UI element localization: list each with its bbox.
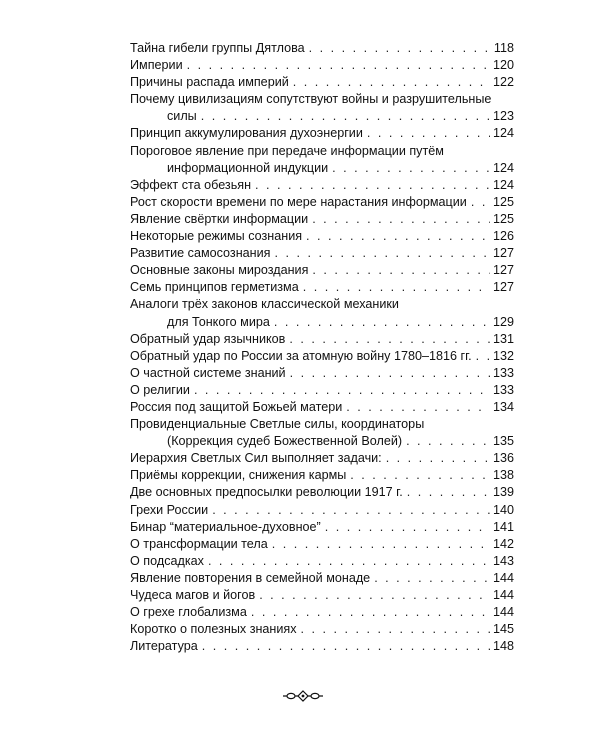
toc-entry-title: Пороговое явление при передаче информации путём <box>130 143 444 158</box>
toc-entry-title-continued: информационной индукции <box>167 160 329 175</box>
toc-entry <box>130 382 514 399</box>
toc-entry <box>130 467 514 484</box>
toc-page-number: 138 <box>492 468 514 483</box>
toc-entry-title: Явление свёртки информации <box>130 211 309 226</box>
toc-entry <box>130 177 514 194</box>
toc-entry-title: Основные законы мироздания <box>130 263 309 278</box>
toc-entry-title: Империи <box>130 58 183 73</box>
dot-leader <box>312 211 490 228</box>
dot-leader <box>374 570 490 587</box>
toc-page-number: 141 <box>492 519 514 534</box>
toc-entry-title: Развитие самосознания <box>130 246 271 261</box>
dot-leader <box>272 536 490 553</box>
toc-page-number: 125 <box>492 211 514 226</box>
toc-entry <box>130 621 514 638</box>
toc-entry-title: Аналоги трёх законов классической механики <box>130 297 399 312</box>
toc-page-number: 126 <box>492 229 514 244</box>
toc-page-number: 123 <box>492 109 514 124</box>
toc-page-number: 127 <box>492 246 514 261</box>
table-of-contents <box>130 40 514 655</box>
dot-leader <box>406 433 490 450</box>
toc-page-number: 125 <box>492 194 514 209</box>
toc-entry-title: О подсадках <box>130 553 204 568</box>
toc-page-number: 118 <box>493 41 514 55</box>
dot-leader <box>325 519 490 536</box>
toc-page-number: 124 <box>492 160 514 175</box>
toc-entry-title: Обратный удар по России за атомную войну 1780–1816 гг. <box>130 348 472 363</box>
toc-entry-title: О религии <box>130 382 190 397</box>
toc-page-number: 144 <box>492 588 514 602</box>
toc-entry <box>130 245 514 262</box>
toc-page-number: 124 <box>492 177 514 192</box>
dot-leader <box>259 587 490 604</box>
toc-entry <box>130 125 514 142</box>
dot-leader <box>303 279 490 296</box>
toc-entry <box>130 143 514 177</box>
dot-leader <box>332 160 490 177</box>
toc-entry <box>130 553 514 570</box>
toc-entry <box>130 638 514 655</box>
toc-page-number: 140 <box>492 502 514 517</box>
dot-leader <box>386 450 490 467</box>
toc-entry-title: Коротко о полезных знаниях <box>130 622 297 637</box>
toc-entry-title: Россия под защитой Божьей матери <box>130 399 343 414</box>
toc-entry-title: Принцип аккумулирования духоэнергии <box>130 126 363 141</box>
toc-page-number: 144 <box>492 570 514 585</box>
toc-entry-title: О трансформации тела <box>130 536 268 551</box>
dot-leader <box>251 604 490 621</box>
toc-page-number: 148 <box>492 639 514 654</box>
toc-entry-title: Тайна гибели группы Дятлова <box>130 41 305 55</box>
dot-leader <box>471 194 490 211</box>
toc-entry <box>130 331 514 348</box>
toc-entry-title: Приёмы коррекции, снижения кармы <box>130 468 347 483</box>
dot-leader <box>476 348 490 365</box>
toc-entry-title: Обратный удар язычников <box>130 331 286 346</box>
toc-entry <box>130 450 514 467</box>
toc-entry <box>130 570 514 587</box>
toc-entry-title-continued: для Тонкого мира <box>167 314 270 329</box>
dot-leader <box>367 125 490 142</box>
toc-page-number: 135 <box>492 434 514 449</box>
toc-entry <box>130 348 514 365</box>
toc-page-number: 133 <box>492 382 514 397</box>
toc-page-number: 131 <box>492 331 514 346</box>
dot-leader <box>293 74 490 91</box>
dot-leader <box>407 484 490 501</box>
toc-page-number: 134 <box>492 399 514 414</box>
toc-entry-title: Почему цивилизациям сопутствуют войны и разрушительные <box>130 92 492 107</box>
dot-leader <box>290 365 490 382</box>
toc-entry <box>130 40 514 57</box>
toc-entry-title: Провиденциальные Светлые силы, координаторы <box>130 417 425 432</box>
dot-leader <box>202 638 490 655</box>
toc-entry-title: Бинар “материальное-духовное” <box>130 519 321 534</box>
dot-leader <box>346 399 490 416</box>
toc-entry <box>130 74 514 91</box>
toc-entry-title: Причины распада империй <box>130 75 289 90</box>
toc-entry-title: Литература <box>130 639 198 654</box>
toc-entry-title: Грехи России <box>130 502 209 517</box>
dot-leader <box>274 245 490 262</box>
toc-entry <box>130 587 514 604</box>
toc-entry-title-continued: силы <box>167 109 197 124</box>
toc-page-number: 136 <box>492 451 514 466</box>
dot-leader <box>289 331 490 348</box>
toc-page-number: 127 <box>492 280 514 295</box>
dot-leader <box>187 57 490 74</box>
toc-page-number: 132 <box>492 348 514 363</box>
toc-entry-title: Две основных предпосылки революции 1917 г. <box>130 485 403 500</box>
toc-entry <box>130 194 514 211</box>
dot-leader <box>208 553 490 570</box>
dot-leader <box>309 40 491 57</box>
toc-entry <box>130 91 514 125</box>
toc-page-number: 122 <box>492 75 514 90</box>
toc-entry-title: О частной системе знаний <box>130 365 286 380</box>
dot-leader <box>212 502 490 519</box>
toc-page-number: 124 <box>492 126 514 141</box>
toc-page-number: 129 <box>492 314 514 329</box>
toc-entry <box>130 262 514 279</box>
toc-entry-title: Иерархия Светлых Сил выполняет задачи: <box>130 451 382 466</box>
toc-entry-title-continued: (Коррекция судеб Божественной Волей) <box>167 434 403 449</box>
ornament-divider-icon <box>283 690 323 702</box>
toc-entry <box>130 296 514 330</box>
toc-entry <box>130 604 514 621</box>
dot-leader <box>194 382 490 399</box>
toc-entry-title: Некоторые режимы сознания <box>130 229 303 244</box>
toc-entry <box>130 484 514 501</box>
toc-page-number: 142 <box>492 536 514 551</box>
toc-page-number: 143 <box>492 553 514 568</box>
dot-leader <box>350 467 490 484</box>
toc-page-number: 145 <box>492 622 514 637</box>
toc-entry-title: О грехе глобализма <box>130 605 247 620</box>
dot-leader <box>201 108 490 125</box>
toc-entry <box>130 211 514 228</box>
dot-leader <box>312 262 490 279</box>
toc-entry-title: Семь принципов герметизма <box>130 280 299 295</box>
toc-entry <box>130 228 514 245</box>
toc-page-number: 139 <box>492 485 514 500</box>
toc-entry <box>130 399 514 416</box>
toc-entry <box>130 536 514 553</box>
toc-entry <box>130 279 514 296</box>
toc-entry-title: Эффект ста обезьян <box>130 177 252 192</box>
toc-entry <box>130 416 514 450</box>
dot-leader <box>255 177 490 194</box>
toc-entry <box>130 519 514 536</box>
toc-entry-title: Чудеса магов и йогов <box>130 588 256 602</box>
toc-page-number: 120 <box>492 58 514 73</box>
toc-entry <box>130 57 514 74</box>
toc-page-number: 144 <box>492 605 514 620</box>
toc-page-number: 127 <box>492 263 514 278</box>
toc-entry <box>130 365 514 382</box>
toc-entry-title: Рост скорости времени по мере нарастания информации <box>130 194 467 209</box>
toc-entry-title: Явление повторения в семейной монаде <box>130 570 371 585</box>
dot-leader <box>306 228 490 245</box>
toc-page-number: 133 <box>492 365 514 380</box>
dot-leader <box>274 314 490 331</box>
toc-entry <box>130 502 514 519</box>
dot-leader <box>301 621 490 638</box>
